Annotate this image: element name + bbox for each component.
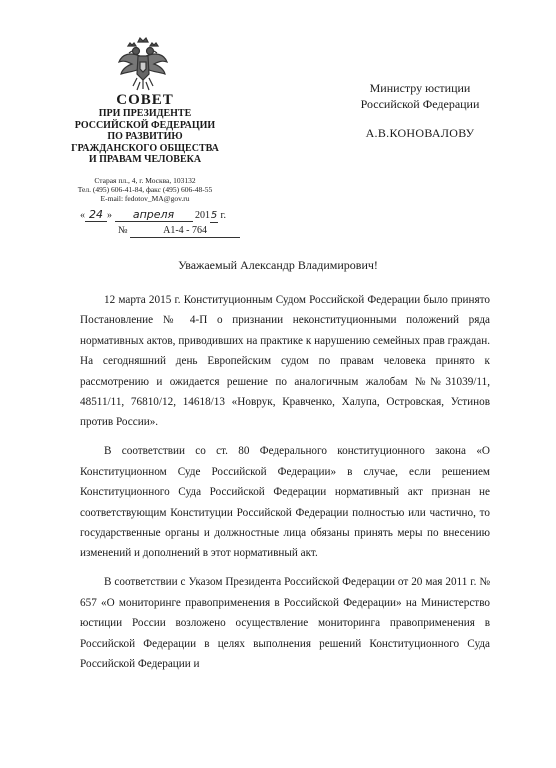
addressee-block (330, 80, 510, 112)
salutation: Уважаемый Александр Владимирович! (178, 258, 378, 272)
organization-line: ГРАЖДАНСКОГО ОБЩЕСТВА (71, 142, 219, 154)
date-year-suffix: 5 (210, 210, 218, 221)
organization-line: РОССИЙСКОЙ ФЕДЕРАЦИИ (74, 119, 216, 131)
body-paragraph: В соответствии со ст. 80 Федерального конституционного закона «О Конституционном Суде Российской Федерации» в случае, если решением Конституционного Суда Российской Федерации нормативный акт признан не соответствующим Конституции Российской Федерации полностью или частично, то государственные органы и должностные лица обязаны принять меры по внесению изменений и дополнений в этот нормативный акт. (80, 445, 490, 560)
addressee-position-line2: Российской Федерации (360, 97, 480, 111)
organization-line: ПО РАЗВИТИЮ (107, 131, 183, 142)
organization-email: E-mail: fedotov_MA@gov.ru (100, 194, 190, 203)
organization-line: ПРИ ПРЕЗИДЕНТЕ (98, 108, 192, 119)
organization-phone: Тел. (495) 606-41-84, факс (495) 606-48-55 (77, 185, 213, 194)
outgoing-date (80, 209, 270, 225)
russian-coat-of-arms-icon (116, 36, 170, 92)
organization-address: Старая пл., 4, г. Москва, 103132 (94, 176, 196, 185)
organization-header (50, 92, 240, 166)
date-year-unit: г. (220, 210, 226, 221)
date-month: апреля (115, 209, 193, 222)
letter-body (80, 290, 490, 683)
date-year-prefix: 201 (195, 210, 210, 221)
body-paragraph: В соответствии с Указом Президента Российской Федерации от 20 мая 2011 г. № 657 «О мониторинге правоприменения в Российской Федерации» на Министерство юстиции России возложено осуществление мониторинга правоприменения в Российской Федерации в целях выполнения решений Конституционного Суда Российской Федерации и (80, 576, 490, 670)
organization-line: И ПРАВАМ ЧЕЛОВЕКА (88, 154, 202, 165)
organization-contacts (50, 176, 240, 203)
organization-name: СОВЕТ (116, 92, 174, 108)
date-open-quote: « (80, 210, 85, 221)
date-close-quote: » (107, 210, 112, 221)
number-value: А1-4 - 764 (130, 225, 240, 238)
addressee-name: А.В.КОНОВАЛОВУ (365, 126, 475, 140)
date-day: 24 (85, 209, 107, 222)
addressee-position: Министру юстиции (369, 81, 471, 95)
body-paragraph: 12 марта 2015 г. Конституционным Судом Российской Федерации было принято Постановление № 4-П о признании неконституционными положений ряда нормативных актов, приводивших на практике к нарушению семейных прав граждан. На сегодняшний день Европейским судом по правам человека принято к рассмотрению и ожидается решение по аналогичным жалобам №№31039/11, 48511/11, 76810/12, 14618/13 «Новрук, Кравченко, Халупа, Островская, Устинов против России». (80, 294, 490, 429)
number-sign: № (118, 225, 128, 236)
outgoing-number (118, 225, 268, 241)
